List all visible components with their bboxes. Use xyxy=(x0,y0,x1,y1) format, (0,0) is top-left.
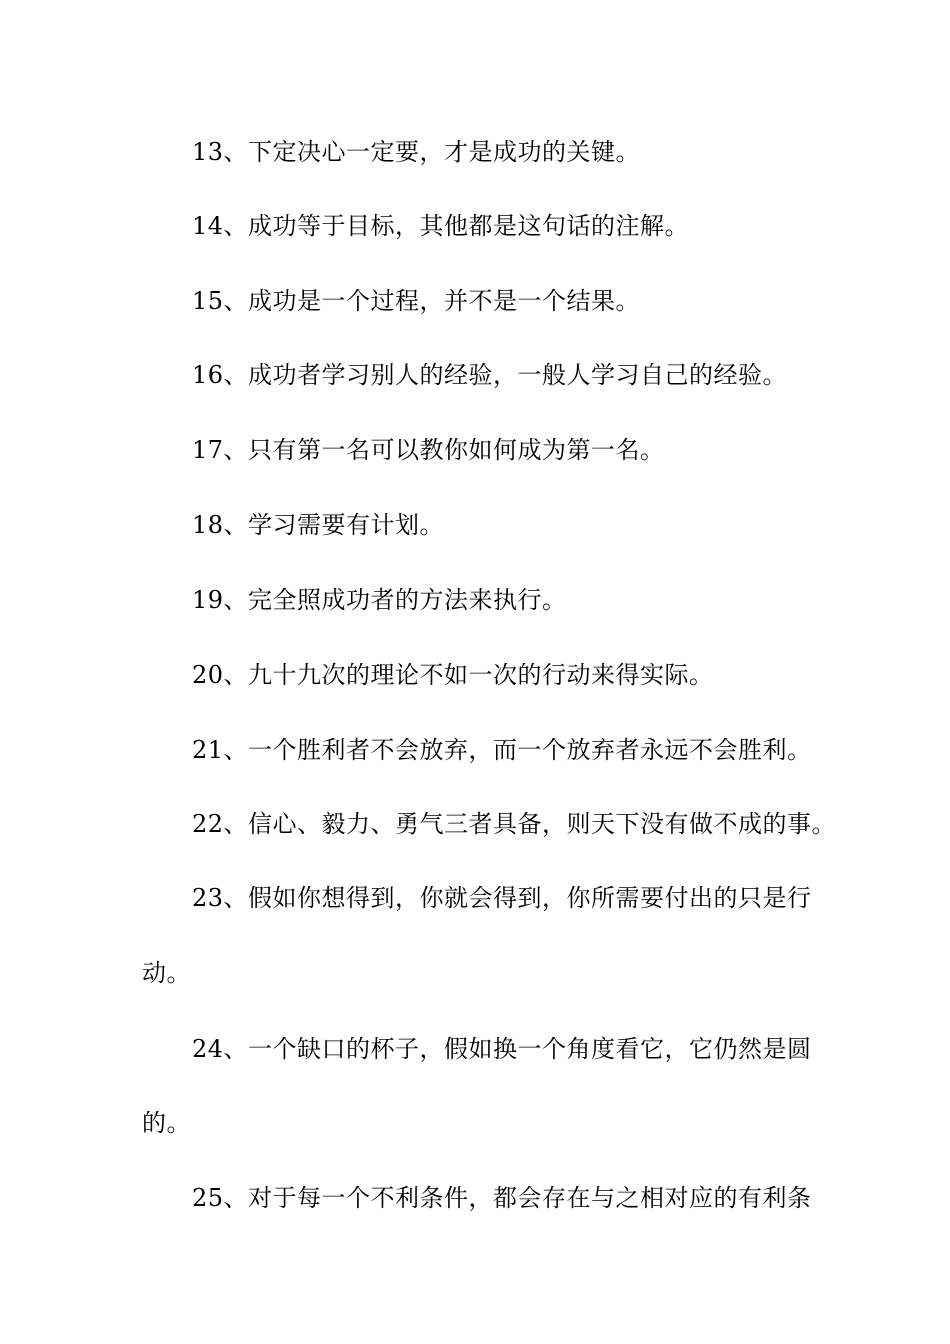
paragraph-19: 19、完全照成功者的方法来执行。 xyxy=(192,586,567,614)
paragraph-21: 21、一个胜利者不会放弃，而一个放弃者永远不会胜利。 xyxy=(192,736,812,764)
paragraph-22: 22、信心、毅力、勇气三者具备，则天下没有做不成的事。 xyxy=(192,810,837,838)
paragraph-16: 16、成功者学习别人的经验，一般人学习自己的经验。 xyxy=(192,361,788,389)
paragraph-23-line-2: 动。 xyxy=(142,959,191,987)
paragraph-18: 18、学习需要有计划。 xyxy=(192,511,445,539)
paragraph-14: 14、成功等于目标，其他都是这句话的注解。 xyxy=(192,212,690,240)
paragraph-20: 20、九十九次的理论不如一次的行动来得实际。 xyxy=(192,661,714,689)
paragraph-15: 15、成功是一个过程，并不是一个结果。 xyxy=(192,287,641,315)
paragraph-13: 13、下定决心一定要，才是成功的关键。 xyxy=(192,138,641,166)
paragraph-24-line-2: 的。 xyxy=(142,1109,191,1137)
paragraph-25-line-1: 25、对于每一个不利条件，都会存在与之相对应的有利条 xyxy=(192,1184,812,1212)
paragraph-24-line-1: 24、一个缺口的杯子，假如换一个角度看它，它仍然是圆 xyxy=(192,1035,812,1063)
paragraph-23-line-1: 23、假如你想得到，你就会得到，你所需要付出的只是行 xyxy=(192,884,812,912)
paragraph-17: 17、只有第一名可以教你如何成为第一名。 xyxy=(192,436,665,464)
